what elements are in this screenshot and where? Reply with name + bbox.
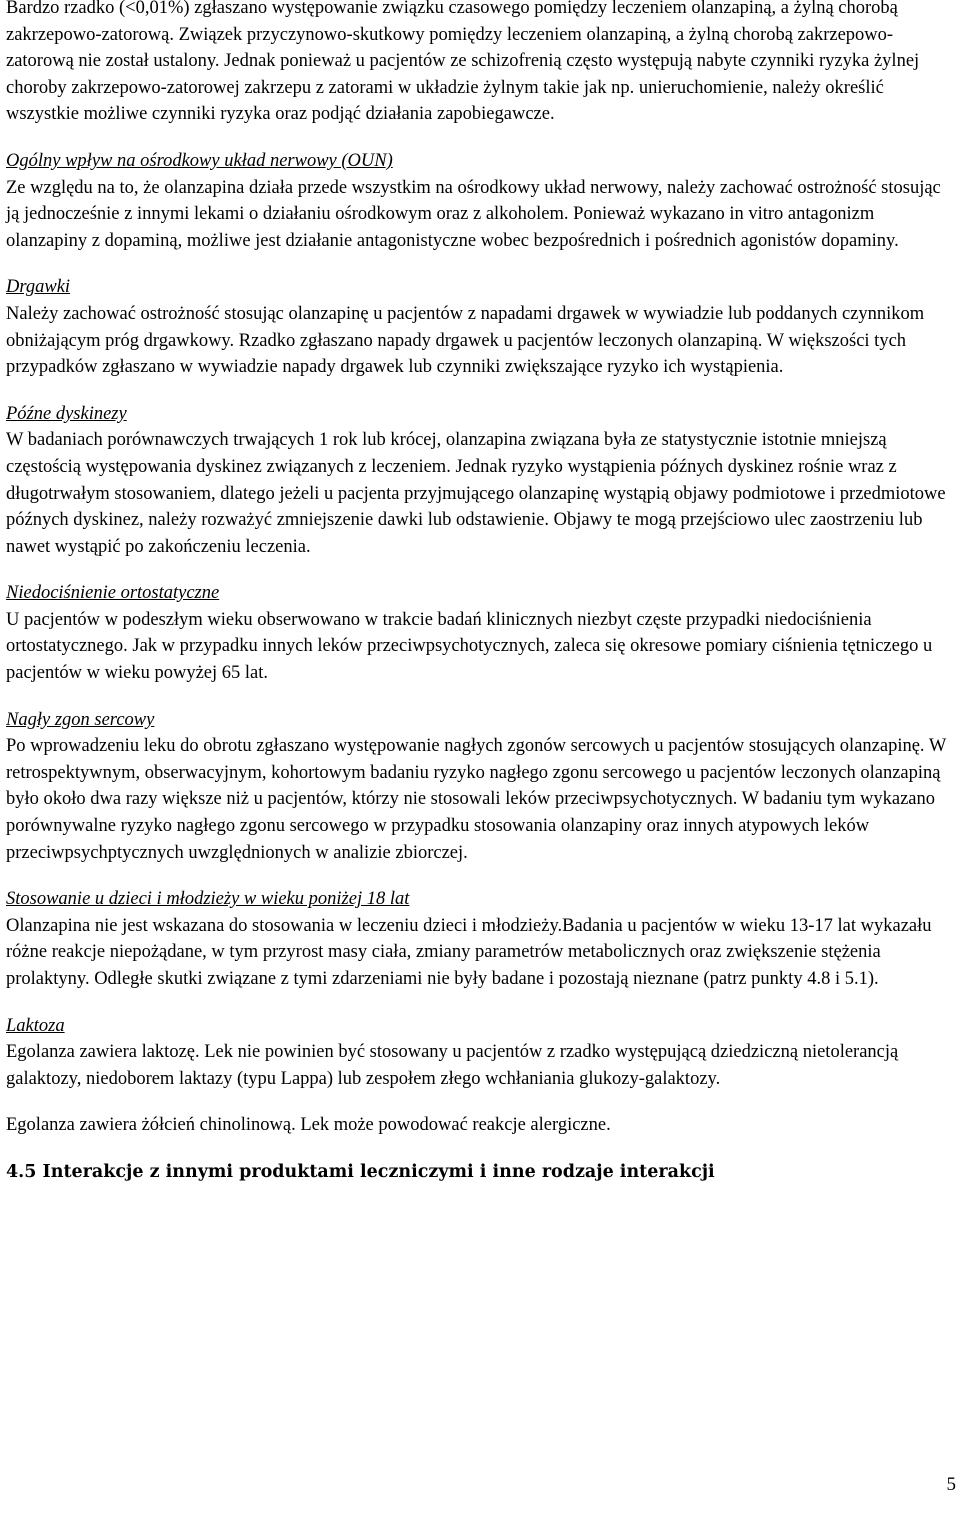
section-title-4-5: 4.5 Interakcje z innymi produktami leczniczymi i inne rodzaje interakcji bbox=[6, 1161, 715, 1182]
section-heading: Drgawki bbox=[6, 277, 71, 298]
document-page bbox=[6, 0, 956, 1186]
section-orthostatic-hypotension bbox=[6, 580, 956, 686]
section-seizures bbox=[6, 274, 956, 380]
section-heading: Nagły zgon sercowy bbox=[6, 709, 155, 730]
section-body: Po wprowadzeniu leku do obrotu zgłaszano występowanie nagłych zgonów sercowych u pacjentów stosujących olanzapinę. W retrospektywnym, obserwacyjnym, kohortowym badaniu ryzyko nagłego zgonu sercowego u pacjentów leczonych olanzapiną było około dwa razy większe niż u pacjentów, którzy nie stosowali leków przeciwpsychotycznych. W badaniu tym wykazano porównywalne ryzyko nagłego zgonu sercowego w przypadku stosowania olanzapiny oraz innych atypowych leków przeciwpsychptycznych uwzględnionych w analizie zbiorczej. bbox=[6, 736, 946, 863]
section-tardive-dyskinesia bbox=[6, 401, 956, 561]
section-heading: Ogólny wpływ na ośrodkowy układ nerwowy (OUN) bbox=[6, 150, 393, 171]
section-pediatric-use bbox=[6, 886, 956, 992]
section-body: Należy zachować ostrożność stosując olanzapinę u pacjentów z napadami drgawek w wywiadzie lub poddanych czynnikom obniżającym próg drgawkowy. Rzadko zgłaszano napady drgawek u pacjentów leczonych olanzapiną. W większości tych przypadków zgłaszano w wywiadzie napady drgawek lub czynniki zwiększające ryzyko ich wystąpienia. bbox=[6, 303, 925, 378]
page-number: 5 bbox=[946, 1474, 956, 1495]
intro-paragraph: Bardzo rzadko (<0,01%) zgłaszano występowanie związku czasowego pomiędzy leczeniem olanzapiną, a żylną chorobą zakrzepowo-zatorową. Związek przyczynowo-skutkowy pomiędzy leczeniem olanzapiną, a żylną chorobą zakrzepowo-zatorową nie został ustalony. Jednak ponieważ u pacjentów ze schizofrenią często występują nabyte czynniki ryzyka żylnej choroby zakrzepowo-zatorowej zakrzepu z zatorami w układzie żylnym takie jak np. unieruchomienie, należy określić wszystkie możliwe czynniki ryzyka oraz podjąć działania zapobiegawcze. bbox=[6, 0, 920, 125]
section-heading: Stosowanie u dzieci i młodzieży w wieku poniżej 18 lat bbox=[6, 889, 410, 910]
section-cns bbox=[6, 148, 956, 254]
section-lactose bbox=[6, 1013, 956, 1093]
section-body: Egolanza zawiera laktozę. Lek nie powinien być stosowany u pacjentów z rzadko występującą dziedziczną nietolerancją galaktozy, niedoborem laktazy (typu Lappa) lub zespołem złego wchłaniania glukozy-galaktozy. bbox=[6, 1042, 899, 1089]
section-heading: Późne dyskinezy bbox=[6, 403, 127, 424]
section-heading: Niedociśnienie ortostatyczne bbox=[6, 583, 220, 604]
section-body: Olanzapina nie jest wskazana do stosowania w leczeniu dzieci i młodzieży.Badania u pacjentów w wieku 13-17 lat wykazału różne reakcje niepożądane, w tym przyrost masy ciała, zmiany parametrów metabolicznych oraz zwiększenie stężenia prolaktyny. Odległe skutki związane z tymi zdarzeniami nie były badane i pozostają nieznane (patrz punkty 4.8 i 5.1). bbox=[6, 915, 932, 989]
section-body: W badaniach porównawczych trwających 1 rok lub krócej, olanzapina związana była ze statystycznie istotnie mniejszą częstością występowania dyskinez związanych z leczeniem. Jednak ryzyko wystąpienia późnych dyskinez rośnie wraz z długotrwałym stosowaniem, dlatego jeżeli u pacjenta przyjmującego olanzapinę wystąpią objawy podmiotowe i przedmiotowe późnych dyskinez, należy rozważyć zmniejszenie dawki lub odstawienie. Objawy te mogą przejściowo ulec zaostrzeniu lub nawet wystąpić po zakończeniu leczenia. bbox=[6, 430, 946, 557]
section-heading: Laktoza bbox=[6, 1015, 65, 1036]
quinoline-yellow-note: Egolanza zawiera żółcień chinolinową. Lek może powodować reakcje alergiczne. bbox=[6, 1115, 611, 1136]
section-body: U pacjentów w podeszłym wieku obserwowano w trakcie badań klinicznych niezbyt częste przypadki niedociśnienia ortostatycznego. Jak w przypadku innych leków przeciwpsychotycznych, zaleca się okresowe pomiary ciśnienia tętniczego u pacjentów w wieku powyżej 65 lat. bbox=[6, 609, 933, 684]
section-body: Ze względu na to, że olanzapina działa przede wszystkim na ośrodkowy układ nerwowy, należy zachować ostrożność stosując ją jednocześnie z innymi lekami o działaniu ośrodkowym oraz z alkoholem. Ponieważ wykazano in vitro antagonizm olanzapiny z dopaminą, możliwe jest działanie antagonistyczne wobec bezpośrednich i pośrednich agonistów dopaminy. bbox=[6, 177, 941, 251]
section-sudden-cardiac-death bbox=[6, 707, 956, 867]
